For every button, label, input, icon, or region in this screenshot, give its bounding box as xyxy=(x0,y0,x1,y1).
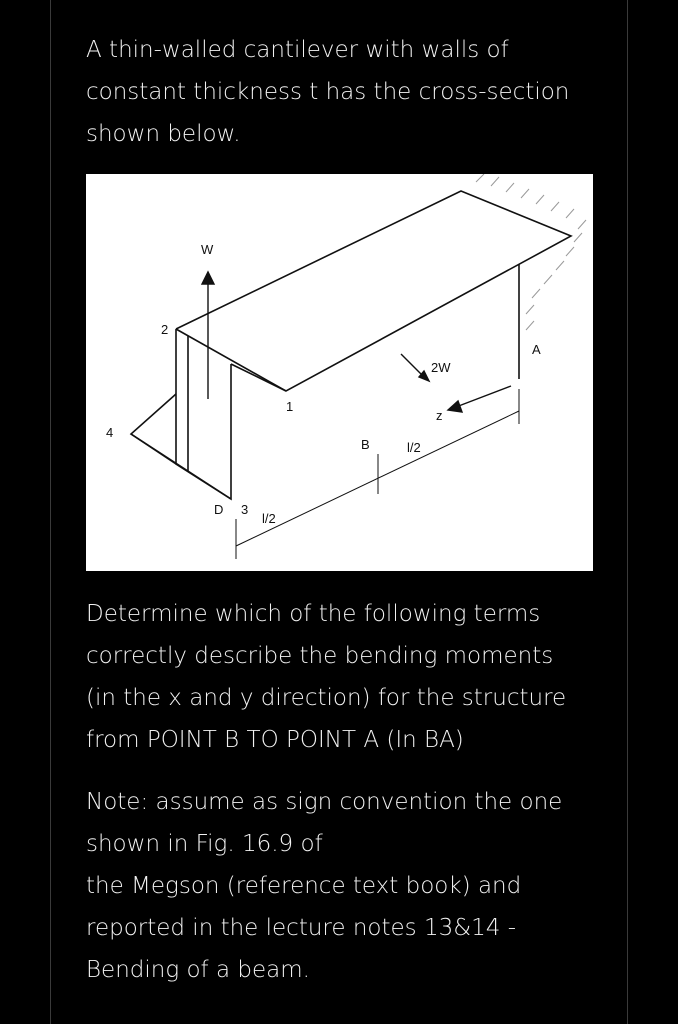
question-line: (in the x and y direction) for the structure xyxy=(86,685,567,711)
point-d-label: D xyxy=(214,502,224,517)
corner-2-label: 2 xyxy=(161,322,169,337)
fixed-support-hatching xyxy=(476,174,586,330)
intro-line: A thin-walled cantilever with walls of xyxy=(86,37,509,63)
left-divider xyxy=(50,0,51,1024)
question-paragraph xyxy=(86,593,606,761)
corner-4-label: 4 xyxy=(106,425,114,440)
load-2w-label: 2W xyxy=(431,360,451,375)
corner-1-label: 1 xyxy=(286,399,294,414)
length-half-left-label: l/2 xyxy=(262,511,276,526)
note-paragraph xyxy=(86,781,606,991)
question-line: Determine which of the following terms xyxy=(86,601,541,627)
intro-line: shown below. xyxy=(86,121,241,147)
point-a-label: A xyxy=(532,342,541,357)
length-half-right-label: l/2 xyxy=(407,440,421,455)
point-b-label: B xyxy=(361,437,370,452)
note-line: Note: assume as sign convention the one xyxy=(86,789,563,815)
intro-line: constant thickness t has the cross-section xyxy=(86,79,570,105)
note-line: Bending of a beam. xyxy=(86,957,310,983)
right-divider xyxy=(627,0,628,1024)
axis-z-label: z xyxy=(436,408,443,423)
note-line: reported in the lecture notes 13&14 - xyxy=(86,915,517,941)
load-w-label: W xyxy=(201,242,214,257)
question-line: correctly describe the bending moments xyxy=(86,643,554,669)
note-line: shown in Fig. 16.9 of xyxy=(86,831,323,857)
dimension-lines xyxy=(236,389,519,559)
question-line: from POINT B TO POINT A (In BA) xyxy=(86,727,464,753)
beam-outline xyxy=(131,191,571,499)
corner-3-label: 3 xyxy=(241,502,249,517)
cantilever-diagram xyxy=(86,174,593,571)
note-line: the Megson (reference text book) and xyxy=(86,873,522,899)
intro-paragraph xyxy=(86,29,606,155)
